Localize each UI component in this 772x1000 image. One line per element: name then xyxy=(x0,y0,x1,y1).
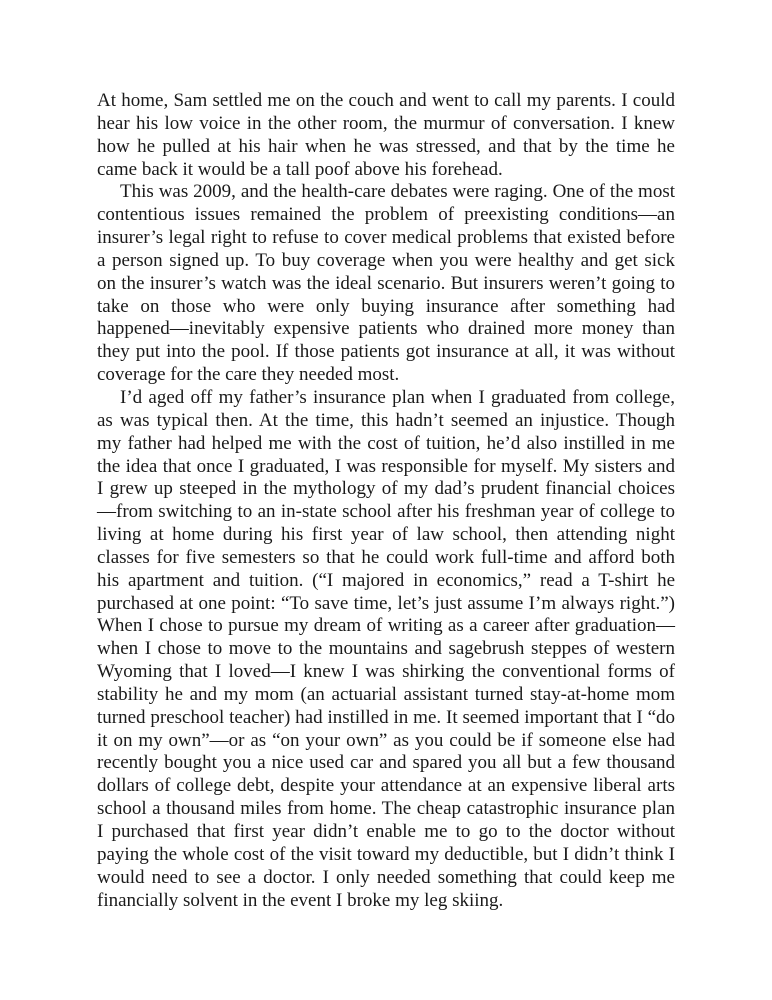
paragraph-2: This was 2009, and the health-care debates were raging. One of the most contentious issues remained the problem of preexisting conditions—an insurer’s legal right to refuse to cover medical problems that existed before a person signed up. To buy coverage when you were healthy and get sick on the insurer’s watch was the ideal scenario. But insurers weren’t going to take on those who were only buying insurance after something had happened—inevitably expensive patients who drained more money than they put into the pool. If those patients got insurance at all, it was without coverage for the care they needed most. xyxy=(97,181,675,386)
paragraph-3: I’d aged off my father’s insurance plan when I graduated from college, as was typical then. At the time, this hadn’t seemed an injustice. Though my father had helped me with the cost of tuition, he’d also instilled in me the idea that once I graduated, I was responsible for myself. My sisters and I grew up steeped in the mythology of my dad’s prudent financial choices—from switching to an in-state school after his freshman year of college to living at home during his first year of law school, then attending night classes for five semesters so that he could work full-time and afford both his apartment and tuition. (“I majored in economics,” read a T-shirt he purchased at one point: “To save time, let’s just assume I’m always right.”) When I chose to pursue my dream of writing as a career after graduation—when I chose to move to the mountains and sagebrush steppes of western Wyoming that I loved—I knew I was shirking the conventional forms of stability he and my mom (an actuarial assistant turned stay-at-home mom turned preschool teacher) had instilled in me. It seemed important that I “do it on my own”—or as “on your own” as you could be if someone else had recently bought you a nice used car and spared you all but a few thousand dollars of college debt, despite your attendance at an expensive liberal arts school a thousand miles from home. The cheap catastrophic insurance plan I purchased that first year didn’t enable me to go to the doctor without paying the whole cost of the visit toward my deductible, but I didn’t think I would need to see a doctor. I only needed something that could keep me financially solvent in the event I broke my leg skiing. xyxy=(97,386,675,911)
body-text xyxy=(97,90,675,912)
paragraph-1: At home, Sam settled me on the couch and went to call my parents. I could hear his low voice in the other room, the murmur of conversation. I knew how he pulled at his hair when he was stressed, and that by the time he came back it would be a tall poof above his forehead. xyxy=(97,90,675,180)
